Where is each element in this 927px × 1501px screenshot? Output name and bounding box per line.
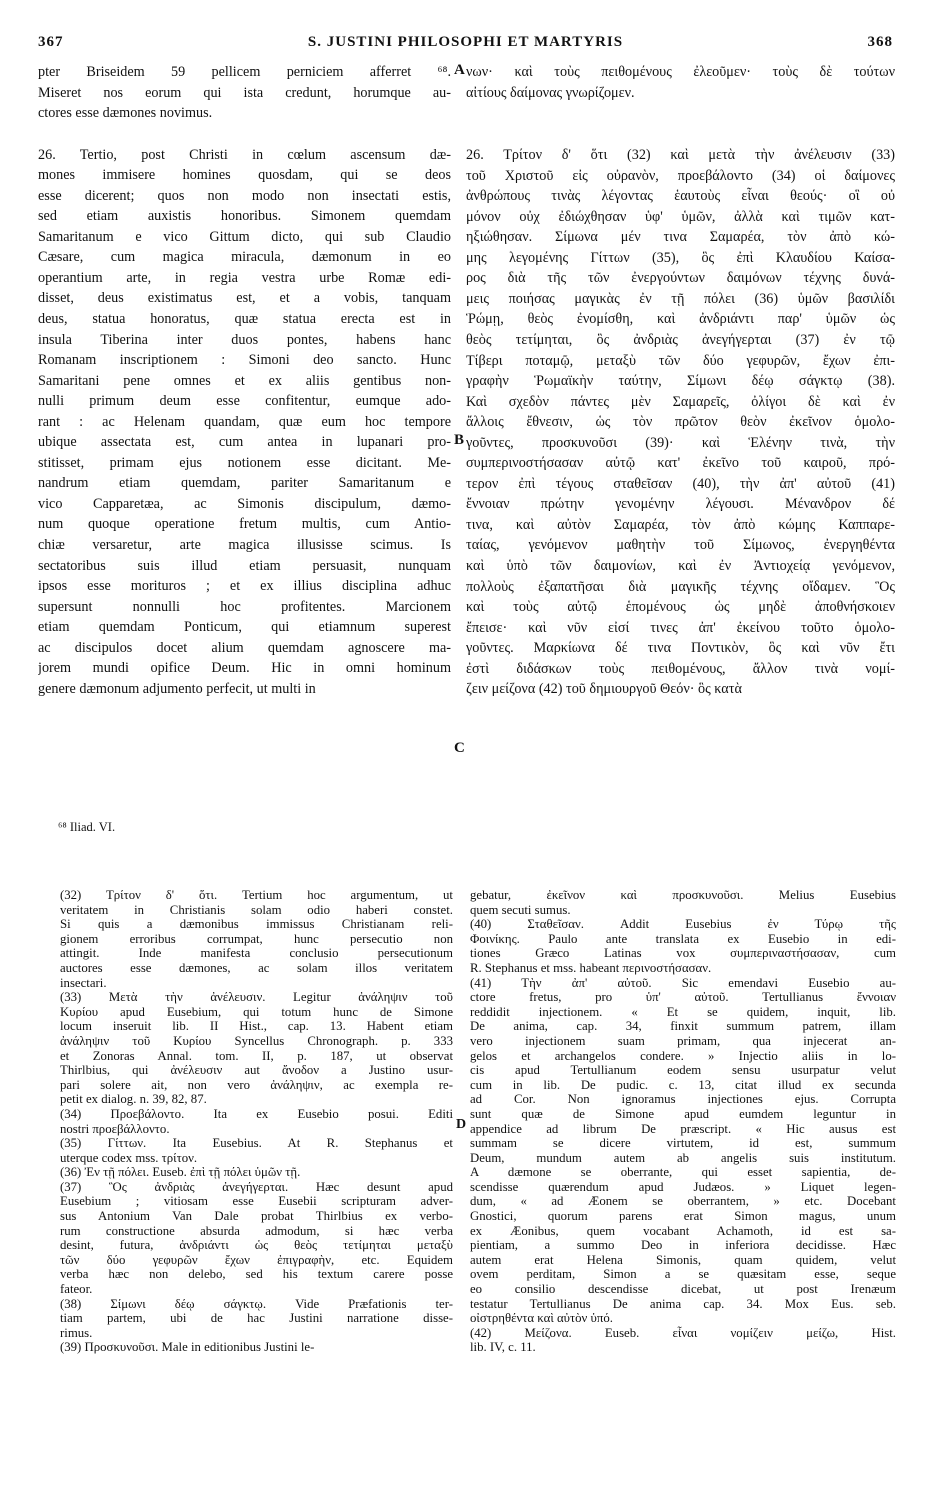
- greek-text-line: μεις ποιήσας μαγικὰς ἐν τῇ πόλει (36) ὑμῶν βασιλίδι: [466, 290, 895, 307]
- note-line: (34) Προεβάλοντο. Ita ex Eusebio posui. Editi: [60, 1106, 453, 1121]
- note-line: et Zonoras Annal. tom. II, p. 187, ut observat: [60, 1048, 453, 1063]
- note-line: A dæmone se oberrante, qui esset sapientia, de-: [470, 1165, 896, 1180]
- latin-text-line: rant : ac Helenam quandam, quæ eum hoc tempore: [38, 413, 451, 430]
- note-line: ex Æonibus, quem vocabant Achamoth, id est sa-: [470, 1223, 896, 1238]
- note-line: insectari.: [60, 975, 107, 990]
- note-line: Thirlbius, qui ἀνέλευσιν aut ἄνοδον a Justino usur-: [60, 1063, 453, 1078]
- note-line: (42) Μείζονα. Euseb. εἶναι νομίζειν μείζω, Hist.: [470, 1325, 896, 1340]
- note-line: reddidit injectionem. « Et se quidem, inquit, lib.: [470, 1004, 896, 1019]
- greek-text-line: ἄλλοις ἔθνεσιν, ὡς τὸν πρῶτον θεὸν ἐκεῖνον ὁμολο-: [466, 414, 895, 431]
- note-line: appendice ad librum De præscript. « Hic ausus est: [470, 1121, 896, 1136]
- note-line: attingit. Inde manifesta conclusio persecutionum: [60, 946, 453, 961]
- note-line: locum inseruit lib. II Hist., cap. 13. Habent etiam: [60, 1019, 453, 1034]
- latin-text-line: ac discipulos docet alium quemdam agnoscere ma-: [38, 639, 451, 656]
- note-line: (40) Σταθεῖσαν. Addit Eusebius ἐν Τύρῳ τῆς: [470, 917, 896, 932]
- note-line: tiones Græco Latinas vox συμπεριναστήσασαν, cum: [470, 946, 896, 961]
- note-line: vero injectionem suam primam, qua injecerat an-: [470, 1033, 896, 1048]
- note-line: Κυρίου apud Eusebium, qui totum hunc de Simone: [60, 1004, 453, 1019]
- latin-text-line: jorem mundi opifice Deum. Hic in omni hominum: [38, 660, 451, 677]
- note-line: gelos et archangelos condere. » Injectio aliis in lo-: [470, 1048, 896, 1063]
- latin-text-line: Romanam inscriptionem : Simoni deo sancto. Hunc: [38, 352, 451, 369]
- latin-text-line: ctores esse dæmones novimus.: [38, 105, 213, 122]
- note-line: lib. IV, c. 11.: [470, 1340, 536, 1355]
- note-line: tiam partem, ubi de hac Justini narratione disse-: [60, 1311, 453, 1326]
- note-line: cis apud Tertullianum eodem sensu usurpatur velut: [470, 1063, 896, 1078]
- greek-text-line: καὶ ὑπὸ τῶν δαιμονίων, καὶ ἐν Ἀντιοχείᾳ γενόμενον,: [466, 558, 895, 575]
- greek-text-line: πολλοὺς ἐξαπατῆσαι διὰ μαγικῆς τέχνης οἴδαμεν. Ὃς: [466, 578, 895, 595]
- note-line: cum in lib. De pudic. c. 13, citat illud ex secunda: [470, 1077, 896, 1092]
- note-line: (39) Προσκυνοῦσι. Male in editionibus Justini le-: [60, 1340, 315, 1355]
- latin-text-line: Samaritani pene omnes et ex aliis gentibus non-: [38, 372, 451, 389]
- latin-text-line: num quoque operatione fretum multis, cum Antio-: [38, 516, 451, 533]
- note-line: Gnostici, quorum parens erat Simon magus, unum: [470, 1209, 896, 1224]
- latin-text-line: nulli primum deum esse confitentur, eumque ado-: [38, 393, 451, 410]
- margin-marker-c: C: [454, 740, 465, 756]
- latin-text-line: disset, deus existimatus est, et a vobis, tanquam: [38, 290, 451, 307]
- note-line: nostri προεβάλλοντο.: [60, 1121, 170, 1136]
- greek-text-line: [466, 124, 895, 145]
- greek-text-line: ἐστὶ διδάσκων τοὺς πειθομένους, ἄλλον τινὰ νομί-: [466, 660, 895, 677]
- latin-text-line: mones immisere homines quosdam, qui se deos: [38, 167, 451, 184]
- greek-text-line: ρος διὰ τῆς τῶν ἐνεργούντων δαιμόνων τέχνης δυνά-: [466, 270, 895, 287]
- latin-text-line: Miseret nos eorum qui ista credunt, horumque au-: [38, 84, 451, 101]
- greek-text-line: γραφὴν Ῥωμαϊκὴν ταύτην, Σίμωνι δέῳ σάγκτῳ (38).: [466, 373, 895, 390]
- note-line: ctore fretus, pro ὑπ' αὐτοῦ. Tertullianus ἔννοιαν: [470, 990, 896, 1005]
- note-line: autem erat Helena Simonis, quam quidem, velut: [470, 1252, 896, 1267]
- latin-text-line: deus, statua honoratus, quæ statua erecta est in: [38, 311, 451, 328]
- note-line: De anima, cap. 34, finxit summum patrem, illam: [470, 1019, 896, 1034]
- note-line: summam se dicere virtutem, id est, summum: [470, 1136, 896, 1151]
- greek-text-line: 26. Τρίτον δ' ὅτι (32) καὶ μετὰ τὴν ἀνέλευσιν (33): [466, 147, 895, 164]
- greek-text-line: νων· καὶ τοὺς πειθομένους ἐλεοῦμεν· τοὺς δὲ τούτων: [466, 64, 895, 80]
- note-line: rimus.: [60, 1325, 93, 1340]
- latin-text-line: ipsos esse morituros ; et ex illius disciplina adhuc: [38, 578, 451, 595]
- greek-text-line: Ῥώμῃ, θεὸς ἐνομίσθη, καὶ ἀνδριάντι παρ' ὑμῶν ὡς: [466, 311, 895, 328]
- note-line: pientiam, a summo Deo in inferiora decidisse. Hæc: [470, 1238, 896, 1253]
- note-line: (32) Τρίτον δ' ὅτι. Tertium hoc argumentum, ut: [60, 888, 453, 902]
- note-line: ἀνάληψιν τοῦ Κυρίου Syncellus Chronograph. p. 333: [60, 1033, 453, 1048]
- note-line: (41) Τὴν ἀπ' αὐτοῦ. Sic emendavi Eusebio au-: [470, 975, 896, 990]
- note-line: gionem erroribus corrumpat, hunc persecutio non: [60, 931, 453, 946]
- latin-text-line: pter Briseidem 59 pellicem perniciem afferret ⁶⁸.: [38, 64, 451, 80]
- greek-text-line: ἔπεισε· καὶ νῦν εἰσί τινες ἀπ' ἐκείνου τοῦτο ὁμολο-: [466, 619, 895, 636]
- greek-text-line: ταίας, γενόμενον μαθητὴν τοῦ Σίμωνος, ἐνεργηθέντα: [466, 537, 895, 554]
- running-header: [38, 34, 893, 58]
- latin-text-line: insula Tiberina inter duos pontes, habens hanc: [38, 331, 451, 348]
- note-line: fateor.: [60, 1282, 93, 1297]
- greek-text-line: [466, 103, 895, 124]
- note-line: quem secuti sumus.: [470, 902, 571, 917]
- latin-text-line: supersunt nonnulli hoc profitentes. Marcionem: [38, 598, 451, 615]
- note-line: Si quis a dæmonibus immissus Christianam reli-: [60, 917, 453, 932]
- running-title: S. JUSTINI PHILOSOPHI ET MARTYRIS: [307, 34, 624, 50]
- latin-text-line: sed etiam auxistis honoribus. Simonem quemdam: [38, 208, 451, 225]
- note-line: pari solere ait, non vero ἀνάληψιν, ac exempla re-: [60, 1077, 453, 1092]
- note-line: οἰστρηθέντα καὶ αὐτὸν ὑπό.: [470, 1311, 613, 1326]
- greek-text-line: συμπερινοστήσασαν αὐτῷ κατ' ἐκεῖνο τοῦ καιροῦ, πρό-: [466, 455, 895, 472]
- latin-text-line: sectatoribus suis illud etiam persuasit, nunquam: [38, 557, 451, 574]
- greek-text-line: ηξιώθησαν. Σίμωνα μέν τινα Σαμαρέα, τὸν ἀπὸ κώ-: [466, 229, 895, 246]
- greek-text-line: καὶ τοὺς αὐτῷ ἑπομένους ὡς μηδὲ ἀποθνήσκοιεν: [466, 599, 895, 616]
- greek-text-line: Καὶ σχεδὸν πάντες μὲν Σαμαρεῖς, ὀλίγοι δὲ καὶ ἐν: [466, 393, 895, 410]
- latin-text-line: [38, 124, 451, 145]
- greek-text-line: μης λεγομένης Γίττων (35), ὃς ἐπὶ Κλαυδίου Καίσα-: [466, 249, 895, 266]
- note-line: ovem perditam, Simon a se quæsitam esse, seque: [470, 1267, 896, 1282]
- note-line: (38) Σίμωνι δέῳ σάγκτῳ. Vide Præfationis ter-: [60, 1296, 453, 1311]
- greek-text-line: τοῦ Χριστοῦ εἰς οὐρανὸν, προεβάλοντο (34) οἱ δαίμονες: [466, 167, 895, 184]
- page-number-left: 367: [38, 34, 64, 50]
- notes-left-column: [60, 888, 453, 1355]
- note-line: ad Cor. Non ignoramus injectiones ejus. Corrupta: [470, 1092, 896, 1107]
- greek-text-line: ἔννοιαν πρώτην γενομένην λέγουσι. Μένανδρον δέ: [466, 496, 895, 513]
- latin-column: [38, 62, 451, 699]
- note-line: petit ex dialog. n. 39, 82, 87.: [60, 1092, 207, 1107]
- note-line: gebatur, ἐκεῖνον καὶ προσκυνοῦσι. Melius Eusebius: [470, 888, 896, 902]
- greek-text-line: Τίβερι ποταμῷ, μεταξὺ τῶν δύο γεφυρῶν, ἔχων ἐπι-: [466, 352, 895, 369]
- note-line: (35) Γίττων. Ita Eusebius. At R. Stephanus et: [60, 1136, 453, 1151]
- latin-text-line: etiam quemdam Ponticum, qui etiamnum superest: [38, 619, 451, 636]
- greek-text-line: ζειν μείζονα (42) τοῦ δημιουργοῦ Θεόν· ὃς κατὰ: [466, 681, 742, 698]
- note-line: Φοινίκης. Paulo ante translata ex Eusebio in edi-: [470, 931, 896, 946]
- latin-text-line: nandrum etiam quemdam, pariter Samaritanum e: [38, 475, 451, 492]
- note-line: scendisse quærendum apud Judæos. » Liquet legen-: [470, 1179, 896, 1194]
- note-line: verba hæc non delebo, sed his textum carere posse: [60, 1267, 453, 1282]
- note-line: Deum, mundum autem ab angelis suis institutum.: [470, 1150, 896, 1165]
- latin-text-line: vico Capparetæa, ac Simonis discipulum, dæmo-: [38, 495, 451, 512]
- note-line: (33) Μετὰ τὴν ἀνέλευσιν. Legitur ἀνάληψιν τοῦ: [60, 990, 453, 1005]
- greek-text-line: μόνον οὐχ ἐδιώχθησαν ὑφ' ὑμῶν, ἀλλὰ καὶ τιμῶν κατ-: [466, 208, 895, 225]
- greek-text-line: ἀνθρώπους τινὰς λέγοντας ἑαυτοὺς εἶναι θεούς· οἳ οὐ: [466, 188, 895, 205]
- margin-marker-a: A: [454, 62, 465, 78]
- note-line: sus Antonium Van Dale probat Thirlbius ex verbo-: [60, 1209, 453, 1224]
- note-line: (37) Ὃς ἀνδριὰς ἀνεγήγερται. Hæc desunt apud: [60, 1179, 453, 1194]
- latin-text-line: ubique assectata est, cum antea in lupanari pro-: [38, 434, 451, 451]
- note-line: τῶν δύο γεφυρῶν ἔχων ἐπιγραφὴν, etc. Equidem: [60, 1252, 453, 1267]
- note-line: testatur Tertullianus De anima cap. 34. Mox Eus. seb.: [470, 1296, 896, 1311]
- note-line: eo consilio descendisse dicebat, ut post Irenæum: [470, 1282, 896, 1297]
- note-line: rum constructione absurda admodum, si hæc verba: [60, 1223, 453, 1238]
- greek-column: [466, 62, 895, 700]
- note-line: Eusebium ; vitiosam esse Eusebii scripturam adver-: [60, 1194, 453, 1209]
- greek-text-line: τερον ἐπὶ τέγους σταθεῖσαν (40), τὴν ἀπ' αὐτοῦ (41): [466, 475, 895, 492]
- greek-text-line: αἰτίους δαίμονας γνωρίζομεν.: [466, 84, 635, 101]
- latin-text-line: 26. Tertio, post Christi in cœlum ascensum dæ-: [38, 146, 451, 163]
- note-line: desint, futura, ἀνδριάντι ὡς θεὸς τετίμηται μεταξὺ: [60, 1238, 453, 1253]
- greek-text-line: τινα, καὶ αὐτὸν Σαμαρέα, τὸν ἀπὸ κώμης Καππαρε-: [466, 516, 895, 533]
- latin-text-line: stitisset, primam ejus notionem esse dicitant. Me-: [38, 454, 451, 471]
- latin-text-line: Samaritanum e vico Gittum dicto, qui sub Claudio: [38, 228, 451, 245]
- note-line: veritatem in Christianis solam odio haberi constet.: [60, 902, 453, 917]
- notes-right-column: [470, 888, 896, 1355]
- latin-text-line: operantium arte, in regia vestra urbe Romæ edi-: [38, 269, 451, 286]
- note-line: uterque codex mss. τρίτον.: [60, 1150, 198, 1165]
- greek-text-line: γοῦντες, προσκυνοῦσι (39)· καὶ Ἑλένην τινὰ, τὴν: [466, 434, 895, 451]
- footnote-68: ⁶⁸ Iliad. VI.: [58, 820, 116, 834]
- latin-text-line: Cæsare, cum magica miracula, dæmonum in eo: [38, 249, 451, 266]
- note-line: auctores esse dæmones, ac solam illos veritatem: [60, 960, 453, 975]
- note-line: R. Stephanus et mss. habeant περινοστήσασαν.: [470, 960, 712, 975]
- margin-marker-d: D: [456, 1117, 467, 1132]
- latin-text-line: chiæ versaretur, arte magica illusisse scimus. Is: [38, 537, 451, 554]
- note-line: sunt quæ de Simone apud eumdem leguntur in: [470, 1106, 896, 1121]
- note-line: (36) Ἐν τῇ πόλει. Euseb. ἐπὶ τῇ πόλει ὑμῶν τῇ.: [60, 1165, 301, 1180]
- greek-text-line: θεὸς τετίμηται, ὃς ἀνδριὰς ἀνεγήγερται (37) ἐν τῷ: [466, 332, 895, 349]
- latin-text-line: genere dæmonum adjumento perfecit, ut multi in: [38, 680, 316, 697]
- latin-text-line: esse dicerent; quos non modo non insectati estis,: [38, 187, 451, 204]
- note-line: dum, « ad Æonem se oberrantem, » etc. Docebant: [470, 1194, 896, 1209]
- greek-text-line: γοῦντες. Μαρκίωνα δέ τινα Ποντικὸν, ὃς καὶ νῦν ἔτι: [466, 640, 895, 657]
- page-number-right: 368: [867, 34, 893, 50]
- margin-marker-b: B: [454, 432, 465, 448]
